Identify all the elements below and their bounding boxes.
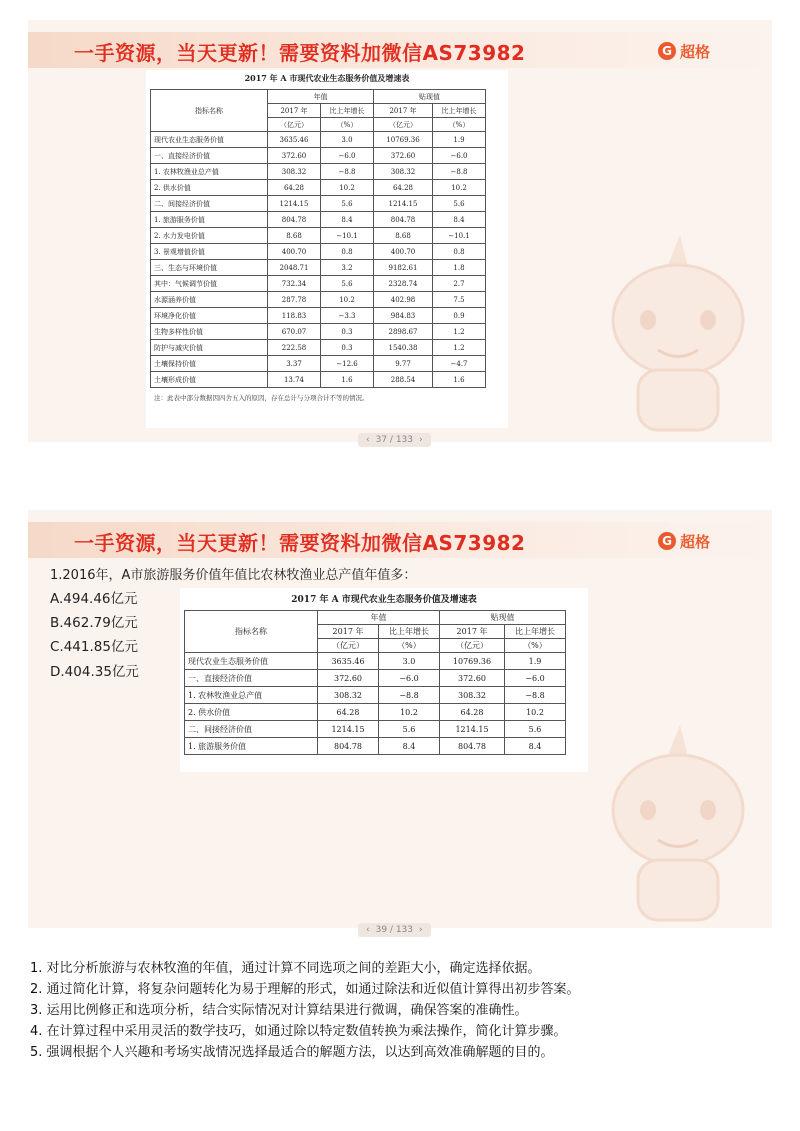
cell-value: −6.0	[433, 148, 486, 164]
table-row	[151, 164, 486, 180]
table-row	[185, 704, 566, 721]
table-row	[185, 738, 566, 755]
table-row	[151, 260, 486, 276]
option-a[interactable]: A.494.46亿元	[50, 591, 138, 607]
sub-header: 2017 年	[318, 625, 379, 639]
cell-value: 1.2	[433, 324, 486, 340]
row-label: 1. 旅游服务价值	[185, 738, 318, 755]
table-row	[185, 721, 566, 738]
cell-value: 13.74	[268, 372, 321, 388]
promo-banner	[28, 32, 772, 68]
cell-value: 10.2	[379, 704, 440, 721]
sub-header: 2017 年	[374, 104, 433, 118]
cell-value: 10769.36	[440, 653, 505, 670]
note-item: 4. 在计算过程中采用灵活的数学技巧，如通过除以特定数值转换为乘法操作，简化计算步骤。	[30, 1024, 567, 1039]
logo-text: 超格	[680, 42, 711, 61]
table-row	[151, 276, 486, 292]
cell-value: 3.2	[321, 260, 374, 276]
row-label: 2. 供水价值	[151, 180, 268, 196]
unit-header: （%）	[379, 639, 440, 653]
cell-value: 3635.46	[318, 653, 379, 670]
cell-value: 3635.46	[268, 132, 321, 148]
table-title: 2017 年 A 市现代农业生态服务价值及增速表	[291, 595, 477, 605]
row-label: 土壤形成价值	[151, 372, 268, 388]
cell-value: 7.5	[433, 292, 486, 308]
cell-value: 9.77	[374, 356, 433, 372]
row-label: 一、直接经济价值	[185, 670, 318, 687]
cell-value: 1.9	[505, 653, 566, 670]
cell-value: 3.0	[379, 653, 440, 670]
header-annual: 年值	[318, 611, 440, 625]
unit-header: （亿元）	[374, 118, 433, 132]
cell-value: 5.6	[433, 196, 486, 212]
cell-value: 64.28	[268, 180, 321, 196]
sub-header: 2017 年	[268, 104, 321, 118]
cell-value: 8.4	[505, 738, 566, 755]
note-item: 1. 对比分析旅游与农林牧渔的年值，通过计算不同选项之间的差距大小，确定选择依据。	[30, 961, 541, 976]
table-note: 注：此表中部分数据因四舍五入的原因，存在总计与分项合计不等的情况。	[154, 394, 369, 402]
cell-value: 804.78	[268, 212, 321, 228]
cell-value: 402.98	[374, 292, 433, 308]
slide-page-37	[28, 20, 772, 445]
promo-banner	[28, 522, 772, 558]
cell-value: 64.28	[318, 704, 379, 721]
cell-value: 8.68	[374, 228, 433, 244]
cell-value: −8.8	[379, 687, 440, 704]
row-label: 防护与减灾价值	[151, 340, 268, 356]
cell-value: 308.32	[440, 687, 505, 704]
table-image	[146, 70, 508, 428]
table-row	[151, 180, 486, 196]
logo-g-icon: G	[658, 42, 676, 60]
summary-notes	[30, 958, 580, 1063]
row-label: 生物多样性价值	[151, 324, 268, 340]
sub-header: 2017 年	[440, 625, 505, 639]
cell-value: 1.2	[433, 340, 486, 356]
banner-text: 一手资源，当天更新！需要资料加微信AS73982	[74, 41, 526, 65]
cell-value: 64.28	[374, 180, 433, 196]
cell-value: 9182.61	[374, 260, 433, 276]
option-b[interactable]: B.462.79亿元	[50, 615, 138, 631]
data-table	[184, 610, 566, 755]
cell-value: −8.8	[433, 164, 486, 180]
row-label: 一、直接经济价值	[151, 148, 268, 164]
cell-value: 1.9	[433, 132, 486, 148]
unit-header: （亿元）	[318, 639, 379, 653]
prev-page-button[interactable]: ‹	[366, 925, 370, 935]
cell-value: 804.78	[374, 212, 433, 228]
cell-value: 0.9	[433, 308, 486, 324]
table-row	[185, 687, 566, 704]
option-d[interactable]: D.404.35亿元	[50, 664, 139, 680]
cell-value: 308.32	[318, 687, 379, 704]
cell-value: 10.2	[433, 180, 486, 196]
logo-text: 超格	[680, 532, 711, 551]
logo-g-icon: G	[658, 532, 676, 550]
unit-header: （%）	[433, 118, 486, 132]
sub-header: 比上年增长	[505, 625, 566, 639]
unit-header: （%）	[505, 639, 566, 653]
cell-value: 732.34	[268, 276, 321, 292]
table-row	[151, 324, 486, 340]
cell-value: 372.60	[374, 148, 433, 164]
cell-value: −4.7	[433, 356, 486, 372]
cell-value: 10.2	[321, 292, 374, 308]
cell-value: 10769.36	[374, 132, 433, 148]
cell-value: 3.0	[321, 132, 374, 148]
unit-header: （亿元）	[268, 118, 321, 132]
cell-value: 288.54	[374, 372, 433, 388]
table-row	[151, 308, 486, 324]
cell-value: 984.83	[374, 308, 433, 324]
header-annual: 年值	[268, 90, 374, 104]
cell-value: 0.3	[321, 324, 374, 340]
data-table	[150, 89, 486, 388]
note-item: 5. 强调根据个人兴趣和考场实战情况选择最适合的解题方法，以达到高效准确解题的目的。	[30, 1045, 554, 1060]
cell-value: 308.32	[374, 164, 433, 180]
option-c[interactable]: C.441.85亿元	[50, 639, 138, 655]
table-row	[151, 148, 486, 164]
brand-logo	[658, 40, 710, 62]
next-page-button[interactable]: ›	[419, 925, 423, 935]
header-discounted: 贴现值	[374, 90, 486, 104]
sub-header: 比上年增长	[433, 104, 486, 118]
cell-value: 222.58	[268, 340, 321, 356]
page-navigator	[358, 433, 431, 447]
cell-value: 10.2	[505, 704, 566, 721]
cell-value: 2048.71	[268, 260, 321, 276]
cell-value: 1.8	[433, 260, 486, 276]
cell-value: −6.0	[321, 148, 374, 164]
cell-value: −12.6	[321, 356, 374, 372]
cell-value: 2.7	[433, 276, 486, 292]
cell-value: 64.28	[440, 704, 505, 721]
page-navigator	[358, 923, 431, 937]
cell-value: 1214.15	[268, 196, 321, 212]
table-row	[185, 670, 566, 687]
unicorn-mascot-icon	[588, 235, 768, 435]
cell-value: 2328.74	[374, 276, 433, 292]
unicorn-mascot-icon	[588, 725, 768, 925]
cell-value: 5.6	[321, 276, 374, 292]
prev-page-button[interactable]: ‹	[366, 435, 370, 445]
cell-value: 1540.38	[374, 340, 433, 356]
row-label: 土壤保持价值	[151, 356, 268, 372]
row-label: 3. 景观增值价值	[151, 244, 268, 260]
row-label: 三、生态与环境价值	[151, 260, 268, 276]
cell-value: 2898.67	[374, 324, 433, 340]
unit-header: （%）	[321, 118, 374, 132]
cell-value: −8.8	[505, 687, 566, 704]
cell-value: −10.1	[433, 228, 486, 244]
note-item: 2. 通过简化计算，将复杂问题转化为易于理解的形式，如通过除法和近似值计算得出初步答案。	[30, 982, 580, 997]
table-row	[185, 653, 566, 670]
cell-value: 308.32	[268, 164, 321, 180]
row-label: 二、间接经济价值	[151, 196, 268, 212]
cell-value: 804.78	[318, 738, 379, 755]
table-title: 2017 年 A 市现代农业生态服务价值及增速表	[244, 73, 410, 83]
header-indicator: 指标名称	[151, 90, 268, 132]
row-label: 1. 农林牧渔业总产值	[185, 687, 318, 704]
cell-value: −6.0	[379, 670, 440, 687]
cell-value: 804.78	[440, 738, 505, 755]
brand-logo	[658, 530, 710, 552]
cell-value: 372.60	[440, 670, 505, 687]
row-label: 环境净化价值	[151, 308, 268, 324]
table-row	[151, 292, 486, 308]
header-discounted: 贴现值	[440, 611, 566, 625]
cell-value: 372.60	[268, 148, 321, 164]
cell-value: 1214.15	[318, 721, 379, 738]
sub-header: 比上年增长	[379, 625, 440, 639]
table-row	[151, 340, 486, 356]
cell-value: 1214.15	[374, 196, 433, 212]
row-label: 1. 农林牧渔业总产值	[151, 164, 268, 180]
cell-value: 10.2	[321, 180, 374, 196]
row-label: 现代农业生态服务价值	[151, 132, 268, 148]
cell-value: 5.6	[321, 196, 374, 212]
table-row	[151, 228, 486, 244]
cell-value: −3.3	[321, 308, 374, 324]
cell-value: 8.4	[321, 212, 374, 228]
page-indicator: 37 / 133	[375, 435, 413, 445]
cell-value: 118.83	[268, 308, 321, 324]
cell-value: 8.4	[433, 212, 486, 228]
row-label: 水源涵养价值	[151, 292, 268, 308]
cell-value: 5.6	[505, 721, 566, 738]
cell-value: 0.8	[321, 244, 374, 260]
cell-value: 1214.15	[440, 721, 505, 738]
cell-value: 8.68	[268, 228, 321, 244]
row-label: 1. 旅游服务价值	[151, 212, 268, 228]
cell-value: −10.1	[321, 228, 374, 244]
cell-value: 1.6	[321, 372, 374, 388]
cell-value: −6.0	[505, 670, 566, 687]
unit-header: （亿元）	[440, 639, 505, 653]
cell-value: 1.6	[433, 372, 486, 388]
next-page-button[interactable]: ›	[419, 435, 423, 445]
row-label: 二、间接经济价值	[185, 721, 318, 738]
cell-value: 400.70	[268, 244, 321, 260]
sub-header: 比上年增长	[321, 104, 374, 118]
cell-value: −8.8	[321, 164, 374, 180]
table-row	[151, 244, 486, 260]
header-indicator: 指标名称	[185, 611, 318, 653]
cell-value: 372.60	[318, 670, 379, 687]
row-label: 2. 供水价值	[185, 704, 318, 721]
table-row	[151, 372, 486, 388]
slide-page-39	[28, 510, 772, 935]
table-row	[151, 356, 486, 372]
cell-value: 0.8	[433, 244, 486, 260]
question-text: 1.2016年，A市旅游服务价值年值比农林牧渔业总产值年值多：	[50, 568, 417, 583]
cell-value: 400.70	[374, 244, 433, 260]
banner-text: 一手资源，当天更新！需要资料加微信AS73982	[74, 531, 526, 555]
table-row	[151, 196, 486, 212]
page-indicator: 39 / 133	[375, 925, 413, 935]
cell-value: 670.07	[268, 324, 321, 340]
table-row	[151, 212, 486, 228]
row-label: 现代农业生态服务价值	[185, 653, 318, 670]
table-image	[180, 588, 588, 772]
note-item: 3. 运用比例修正和选项分析，结合实际情况对计算结果进行微调，确保答案的准确性。	[30, 1003, 528, 1018]
row-label: 2. 水力发电价值	[151, 228, 268, 244]
cell-value: 8.4	[379, 738, 440, 755]
cell-value: 3.37	[268, 356, 321, 372]
row-label: 其中：气候调节价值	[151, 276, 268, 292]
cell-value: 287.78	[268, 292, 321, 308]
cell-value: 0.3	[321, 340, 374, 356]
table-row	[151, 132, 486, 148]
cell-value: 5.6	[379, 721, 440, 738]
